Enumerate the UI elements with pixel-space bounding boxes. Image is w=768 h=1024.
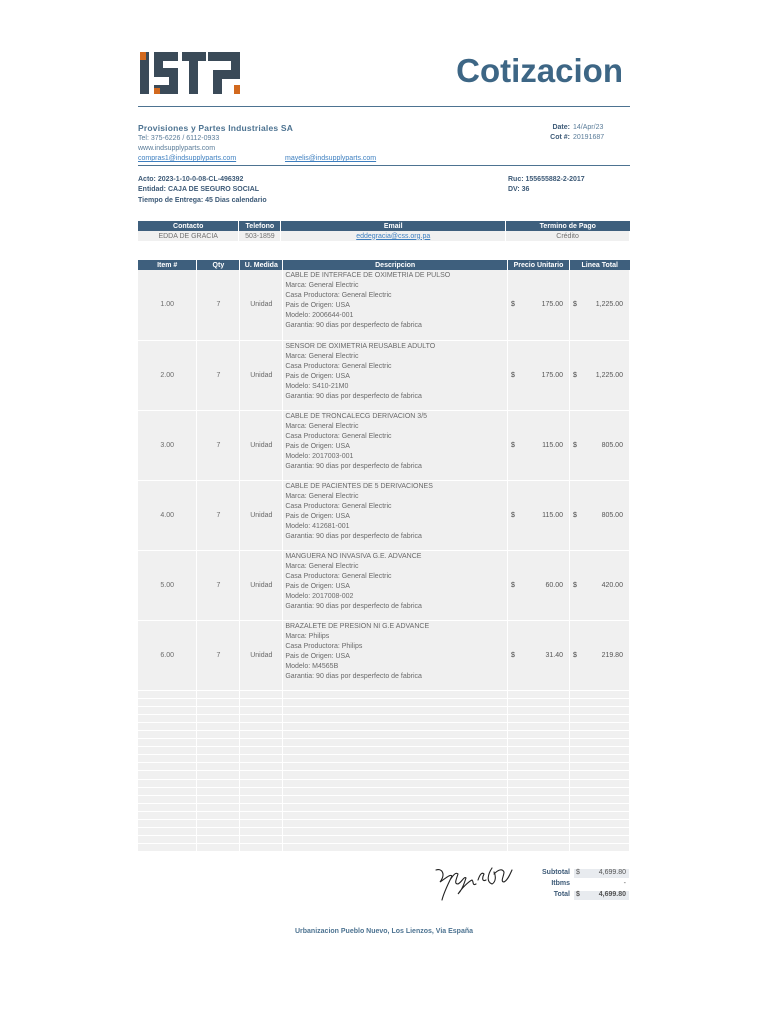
description-line: Modelo: 412681-001 xyxy=(285,522,350,530)
item-unit-price xyxy=(508,270,570,340)
cot-label: Cot #: xyxy=(550,134,570,141)
description-line: Pais de Origen: USA xyxy=(285,302,350,309)
item-description xyxy=(283,340,508,410)
col-qty: Qty xyxy=(197,260,240,270)
empty-row xyxy=(138,811,630,819)
currency-symbol: $ xyxy=(572,581,577,589)
empty-row xyxy=(138,690,630,698)
col-item: Item # xyxy=(138,260,197,270)
subtotal-label: Subtotal xyxy=(542,869,570,876)
total-box xyxy=(574,891,629,900)
item-unit: Unidad xyxy=(240,340,283,410)
description-line: Garantia: 90 dias por desperfecto de fabrica xyxy=(285,672,422,680)
description-line: MANGUERA NO INVASIVA G.E. ADVANCE xyxy=(285,552,422,560)
price-value: 60.00 xyxy=(545,581,564,589)
description-line: BRAZALETE DE PRESION NI G.E ADVANCE xyxy=(285,622,430,630)
empty-row xyxy=(138,820,630,828)
item-description xyxy=(283,620,508,690)
empty-row xyxy=(138,803,630,811)
description-line: CABLE DE PACIENTES DE 5 DERIVACIONES xyxy=(285,482,433,490)
entidad: Entidad: CAJA DE SEGURO SOCIAL xyxy=(138,186,260,193)
currency-symbol: $ xyxy=(572,371,577,379)
item-qty: 7 xyxy=(197,550,240,620)
price-value: 31.40 xyxy=(545,651,564,659)
total-value: 805.00 xyxy=(601,441,623,449)
company-website[interactable]: www.indsupplyparts.com xyxy=(138,145,216,152)
item-qty: 7 xyxy=(197,480,240,550)
col-contacto: Contacto xyxy=(138,221,239,231)
description-line: Modelo: 2017003-001 xyxy=(285,452,354,460)
item-unit: Unidad xyxy=(240,620,283,690)
item-number: 1.00 xyxy=(138,270,197,340)
description-line: Casa Productora: General Electric xyxy=(285,362,392,370)
subtotal-box xyxy=(574,869,629,878)
col-description: Descripcion xyxy=(283,260,508,270)
currency-symbol: $ xyxy=(511,441,515,449)
item-qty: 7 xyxy=(197,410,240,480)
empty-row xyxy=(138,747,630,755)
company-logo xyxy=(140,52,240,94)
price-value: 115.00 xyxy=(542,511,564,519)
description-line: Garantia: 90 dias por desperfecto de fabrica xyxy=(285,462,422,470)
total-value: 4,699.80 xyxy=(598,891,626,898)
currency-symbol: $ xyxy=(511,371,515,379)
item-number: 4.00 xyxy=(138,480,197,550)
table-row xyxy=(138,340,630,410)
item-unit-price xyxy=(508,410,570,480)
item-line-total xyxy=(569,270,629,340)
description-line: Casa Productora: General Electric xyxy=(285,572,392,580)
item-unit: Unidad xyxy=(240,550,283,620)
tiempo-entrega: Tiempo de Entrega: 45 Dias calendario xyxy=(138,197,267,204)
item-description xyxy=(283,550,508,620)
currency-symbol: $ xyxy=(511,511,515,519)
col-email: Email xyxy=(281,221,506,231)
total-value: 420.00 xyxy=(601,581,623,589)
description-line: Marca: General Electric xyxy=(285,282,359,289)
table-row xyxy=(138,620,630,690)
total-value: 1,225.00 xyxy=(595,301,623,309)
company-email-2[interactable]: mayelis@indsupplyparts.com xyxy=(285,155,377,162)
price-value: 115.00 xyxy=(542,441,564,449)
description-line: Pais de Origen: USA xyxy=(285,442,350,450)
description-line: Garantia: 90 dias por desperfecto de fabrica xyxy=(285,322,422,329)
description-line: Pais de Origen: USA xyxy=(285,652,350,660)
item-qty: 7 xyxy=(197,340,240,410)
description-line: Marca: General Electric xyxy=(285,492,359,500)
table-row xyxy=(138,270,630,340)
description-line: Garantia: 90 dias por desperfecto de fabrica xyxy=(285,532,422,540)
description-line: Pais de Origen: USA xyxy=(285,512,350,520)
item-qty: 7 xyxy=(197,270,240,340)
itbms-box xyxy=(574,880,629,889)
description-line: Marca: General Electric xyxy=(285,352,359,360)
empty-row xyxy=(138,698,630,706)
col-line-total: Linea Total xyxy=(569,260,629,270)
description-line: Modelo: M4565B xyxy=(285,662,339,670)
price-value: 175.00 xyxy=(541,301,564,309)
description-line: Marca: Philips xyxy=(285,632,330,640)
description-line: Marca: General Electric xyxy=(285,422,359,430)
currency-symbol: $ xyxy=(511,581,515,589)
contact-phone: 503-1859 xyxy=(239,231,281,241)
empty-row xyxy=(138,795,630,803)
empty-row xyxy=(138,787,630,795)
empty-row xyxy=(138,722,630,730)
acto-number: Acto: 2023-1-10-0-08-CL-496392 xyxy=(138,176,244,183)
date-value: 14/Apr/23 xyxy=(573,124,604,131)
company-phone: Tel: 375-6226 / 6112-0933 xyxy=(138,135,220,142)
cot-value: 20191687 xyxy=(573,134,605,141)
description-line: Casa Productora: General Electric xyxy=(285,432,392,440)
item-number: 3.00 xyxy=(138,410,197,480)
total-currency: $ xyxy=(576,891,580,898)
empty-row xyxy=(138,844,630,852)
col-telefono: Telefono xyxy=(239,221,281,231)
empty-row xyxy=(138,828,630,836)
description-line: Pais de Origen: USA xyxy=(285,582,350,590)
currency-symbol: $ xyxy=(572,511,577,519)
header-divider xyxy=(138,106,630,107)
col-termino: Termino de Pago xyxy=(506,221,630,231)
item-number: 6.00 xyxy=(138,620,197,690)
description-line: Garantia: 90 dias por desperfecto de fabrica xyxy=(285,392,422,400)
col-unit: U. Medida xyxy=(240,260,283,270)
table-row xyxy=(138,480,630,550)
currency-symbol: $ xyxy=(572,651,577,659)
description-line: CABLE DE INTERFACE DE OXIMETRIA DE PULSO xyxy=(285,272,451,279)
item-description xyxy=(283,270,508,340)
date-label: Date: xyxy=(552,124,570,131)
itbms-value: - xyxy=(623,880,626,887)
description-line: Casa Productora: General Electric xyxy=(285,292,392,299)
price-value: 175.00 xyxy=(541,371,564,379)
description-line: Modelo: 2006644-001 xyxy=(285,312,354,319)
item-unit-price xyxy=(508,620,570,690)
currency-symbol: $ xyxy=(572,301,577,309)
itbms-label: Itbms xyxy=(551,880,570,887)
ruc: Ruc: 155655882-2-2017 xyxy=(508,176,585,183)
description-line: Garantia: 90 dias por desperfecto de fabrica xyxy=(285,602,422,610)
total-value: 219.80 xyxy=(601,651,623,659)
company-email-1[interactable]: compras1@indsupplyparts.com xyxy=(138,155,237,162)
table-row xyxy=(138,410,630,480)
item-number: 2.00 xyxy=(138,340,197,410)
item-qty: 7 xyxy=(197,620,240,690)
total-value: 805.00 xyxy=(601,511,623,519)
description-line: Casa Productora: General Electric xyxy=(285,502,392,510)
item-number: 5.00 xyxy=(138,550,197,620)
contact-email-link[interactable]: eddegracia@css.org.pa xyxy=(356,232,431,240)
item-line-total xyxy=(569,620,629,690)
total-value: 1,225.00 xyxy=(595,371,623,379)
item-unit: Unidad xyxy=(240,480,283,550)
page-title: Cotizacion xyxy=(456,52,623,89)
table-row xyxy=(138,550,630,620)
footer-address: Urbanizacion Pueblo Nuevo, Los Lienzos, Via España xyxy=(294,928,474,935)
item-unit-price xyxy=(508,550,570,620)
signature xyxy=(432,860,522,902)
description-line: Modelo: 2017008-002 xyxy=(285,592,354,600)
item-unit-price xyxy=(508,340,570,410)
item-line-total xyxy=(569,480,629,550)
contact-table xyxy=(138,221,630,241)
items-table xyxy=(138,260,630,852)
empty-row xyxy=(138,706,630,714)
description-line: Marca: General Electric xyxy=(285,562,359,570)
empty-row xyxy=(138,714,630,722)
currency-symbol: $ xyxy=(511,301,515,309)
item-unit: Unidad xyxy=(240,270,283,340)
item-line-total xyxy=(569,410,629,480)
payment-term: Crédito xyxy=(506,231,630,241)
currency-symbol: $ xyxy=(511,651,515,659)
description-line: Pais de Origen: USA xyxy=(285,372,350,380)
item-unit: Unidad xyxy=(240,410,283,480)
item-description xyxy=(283,410,508,480)
description-line: SENSOR DE OXIMETRIA REUSABLE ADULTO xyxy=(285,342,436,350)
empty-row xyxy=(138,836,630,844)
empty-row xyxy=(138,739,630,747)
currency-symbol: $ xyxy=(572,441,577,449)
description-line: CABLE DE TRONCALECG DERIVACION 3/5 xyxy=(285,412,428,420)
subtotal-currency: $ xyxy=(576,869,580,876)
empty-row xyxy=(138,763,630,771)
empty-row xyxy=(138,730,630,738)
empty-row xyxy=(138,779,630,787)
item-line-total xyxy=(569,550,629,620)
info-divider xyxy=(138,165,630,166)
col-unit-price: Precio Unitario xyxy=(508,260,570,270)
empty-row xyxy=(138,755,630,763)
empty-row xyxy=(138,771,630,779)
description-line: Modelo: S410-21M0 xyxy=(285,382,349,390)
contact-email-cell xyxy=(281,231,506,241)
item-line-total xyxy=(569,340,629,410)
item-unit-price xyxy=(508,480,570,550)
dv: DV: 36 xyxy=(508,186,530,193)
total-label: Total xyxy=(553,891,570,898)
description-line: Casa Productora: Philips xyxy=(285,642,363,650)
subtotal-value: 4,699.80 xyxy=(598,869,626,876)
contact-name: EDDA DE GRACIA xyxy=(138,231,239,241)
company-name: Provisiones y Partes Industriales SA xyxy=(138,123,294,133)
item-description xyxy=(283,480,508,550)
